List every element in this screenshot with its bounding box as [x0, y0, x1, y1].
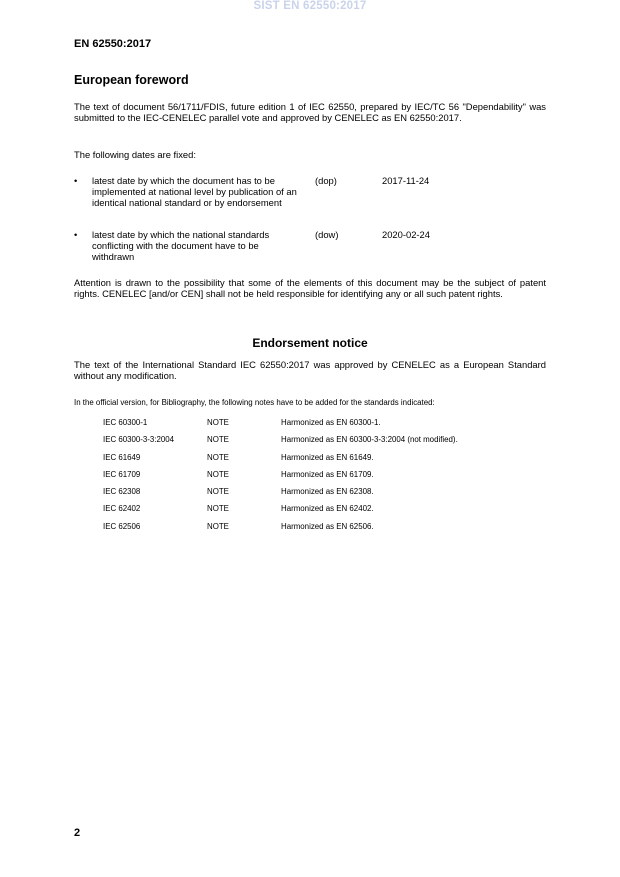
note-row	[103, 435, 523, 452]
bullet-icon: •	[74, 229, 78, 240]
note-label: NOTE	[207, 418, 229, 427]
attention-paragraph: Attention is drawn to the possibility that some of the elements of this document may be the subject of patent rights. CENELEC [and/or CEN] shall not be held responsible for identifying any or all such patent rights.	[74, 277, 546, 299]
note-standard: IEC 62308	[103, 487, 141, 497]
date-item-code: (dop)	[315, 175, 337, 186]
note-row	[103, 453, 523, 470]
bullet-icon: •	[74, 175, 78, 186]
foreword-paragraph: The text of document 56/1711/FDIS, future edition 1 of IEC 62550, prepared by IEC/TC 56 "Dependability" was submitted to the IEC-CENELEC parallel vote and approved by CENELEC as EN 62550:2017.	[74, 101, 546, 123]
note-text: Harmonized as EN 62402.	[281, 504, 374, 514]
note-standard: IEC 61709	[103, 469, 141, 479]
note-row	[103, 487, 523, 504]
note-text: Harmonized as EN 61709.	[281, 469, 374, 479]
notes-list	[103, 418, 523, 539]
bibliography-intro: In the official version, for Bibliography, the following notes have to be added for the standards indicated:	[74, 398, 435, 407]
note-label: NOTE	[207, 521, 229, 531]
foreword-heading: European foreword	[74, 73, 189, 87]
document-id: EN 62550:2017	[74, 38, 152, 50]
note-label: NOTE	[207, 435, 229, 445]
note-row	[103, 522, 523, 539]
date-item-text: latest date by which the national standards conflicting with the document have to be withdrawn	[92, 229, 270, 262]
date-item-text: latest date by which the document has to be implemented at national level by publication of an identical national standard or by endorsement	[92, 175, 297, 208]
endorsement-paragraph: The text of the International Standard IEC 62550:2017 was approved by CENELEC as a European Standard without any modification.	[74, 359, 546, 381]
endorsement-heading: Endorsement notice	[252, 336, 368, 350]
note-row	[103, 504, 523, 521]
note-standard: IEC 60300-1	[103, 418, 148, 427]
date-item-code: (dow)	[315, 229, 339, 240]
note-standard: IEC 60300-3-3:2004	[103, 435, 175, 445]
note-text: Harmonized as EN 61649.	[281, 452, 374, 462]
note-row	[103, 418, 523, 435]
dates-intro: The following dates are fixed:	[74, 149, 196, 160]
date-item-date: 2017-11-24	[382, 175, 430, 186]
page-number: 2	[74, 827, 81, 839]
note-text: Harmonized as EN 62308.	[281, 487, 374, 497]
date-item-date: 2020-02-24	[382, 229, 430, 240]
note-standard: IEC 62506	[103, 521, 141, 531]
note-text: Harmonized as EN 60300-1.	[281, 418, 381, 427]
note-standard: IEC 61649	[103, 452, 141, 462]
note-text: Harmonized as EN 62506.	[281, 521, 374, 531]
note-label: NOTE	[207, 487, 229, 497]
note-text: Harmonized as EN 60300-3-3:2004 (not modified).	[281, 435, 458, 445]
note-row	[103, 470, 523, 487]
note-standard: IEC 62402	[103, 504, 141, 514]
note-label: NOTE	[207, 452, 229, 462]
note-label: NOTE	[207, 469, 229, 479]
note-label: NOTE	[207, 504, 229, 514]
watermark: SIST EN 62550:2017	[253, 0, 367, 12]
